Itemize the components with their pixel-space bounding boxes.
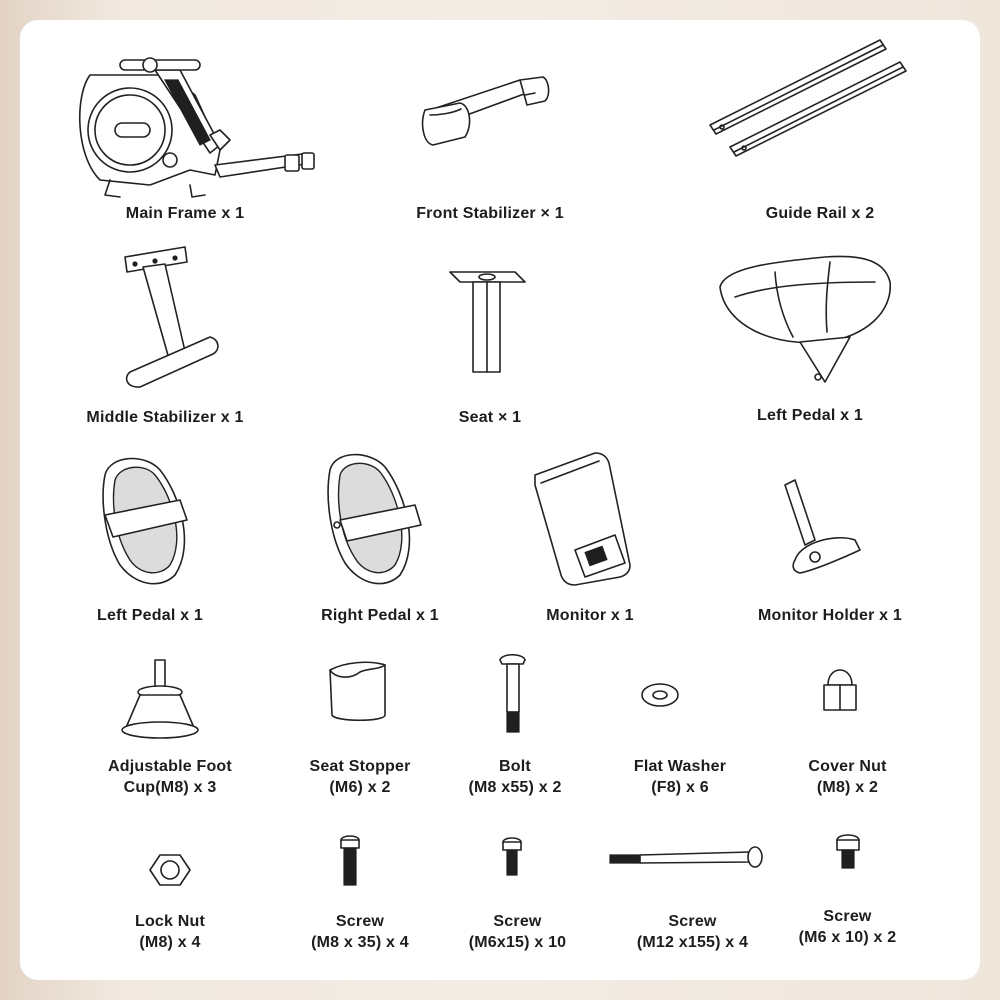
part-screw-m12 (600, 820, 785, 960)
part-label: Seat Stopper (M6) x 2 (309, 758, 411, 796)
screw-m6x15-icon (450, 820, 585, 920)
right-pedal-icon (305, 445, 455, 595)
part-label: Screw (M12 x155) x 4 (636, 913, 749, 951)
part-label: Adjustable Foot Cup(M8) x 3 (108, 758, 232, 796)
part-bolt (455, 650, 575, 800)
parts-list-card (20, 20, 980, 980)
left-pedal-icon (75, 445, 225, 595)
part-lock-nut (105, 820, 235, 960)
part-label: Left Pedal x 1 (97, 607, 203, 624)
part-label: Main Frame x 1 (125, 205, 245, 222)
part-label: Lock Nut (M8) x 4 (134, 913, 206, 951)
part-seat-post (405, 242, 575, 437)
part-label: Left Pedal x 1 (757, 407, 863, 424)
part-monitor-holder (740, 445, 920, 635)
monitor-holder-icon (740, 445, 920, 595)
part-left-pedal (75, 445, 225, 635)
part-label: Screw (M6x15) x 10 (468, 913, 567, 951)
part-label: Middle Stabilizer x 1 (86, 409, 244, 426)
part-label: Screw (M6 x 10) x 2 (798, 908, 897, 946)
middle-stabilizer-icon (65, 242, 265, 392)
part-label: Right Pedal x 1 (321, 607, 439, 624)
part-label: Guide Rail x 2 (765, 205, 875, 222)
part-label: Seat × 1 (458, 409, 522, 426)
guide-rail-icon (700, 35, 940, 205)
part-label: Bolt (M8 x55) x 2 (468, 758, 562, 796)
main-frame-icon (60, 35, 310, 205)
part-label: Monitor x 1 (546, 607, 634, 624)
seat-stopper-icon (290, 650, 430, 750)
part-label: Cover Nut (M8) x 2 (808, 758, 887, 796)
lock-nut-icon (105, 820, 235, 920)
part-front-stabilizer (375, 35, 605, 235)
part-label: Monitor Holder x 1 (757, 607, 903, 624)
screw-m12-icon (600, 820, 785, 920)
part-seat-stopper (290, 650, 430, 800)
part-screw-m8 (290, 820, 430, 960)
part-right-pedal (305, 445, 455, 635)
part-screw-m6x10 (780, 820, 915, 960)
part-foot-cup (85, 650, 255, 800)
seat-post-icon (405, 242, 575, 392)
bolt-icon (455, 650, 575, 760)
part-monitor (515, 445, 665, 635)
part-label: Flat Washer (F8) x 6 (633, 758, 727, 796)
part-flat-washer (605, 650, 755, 800)
part-seat-cushion (715, 242, 905, 437)
foot-cup-icon (85, 650, 255, 750)
part-middle-stabilizer (65, 242, 265, 437)
front-stabilizer-icon (375, 35, 605, 205)
part-label: Front Stabilizer × 1 (416, 205, 564, 222)
screw-m8-icon (290, 820, 430, 920)
part-guide-rail (700, 35, 940, 235)
cover-nut-icon (780, 650, 915, 750)
screw-m6x10-icon (780, 820, 915, 920)
flat-washer-icon (605, 650, 755, 750)
part-cover-nut (780, 650, 915, 800)
monitor-icon (515, 445, 665, 595)
part-main-frame (60, 35, 310, 235)
part-screw-m6x15 (450, 820, 585, 960)
seat-cushion-icon (715, 242, 905, 392)
part-label: Screw (M8 x 35) x 4 (311, 913, 409, 951)
